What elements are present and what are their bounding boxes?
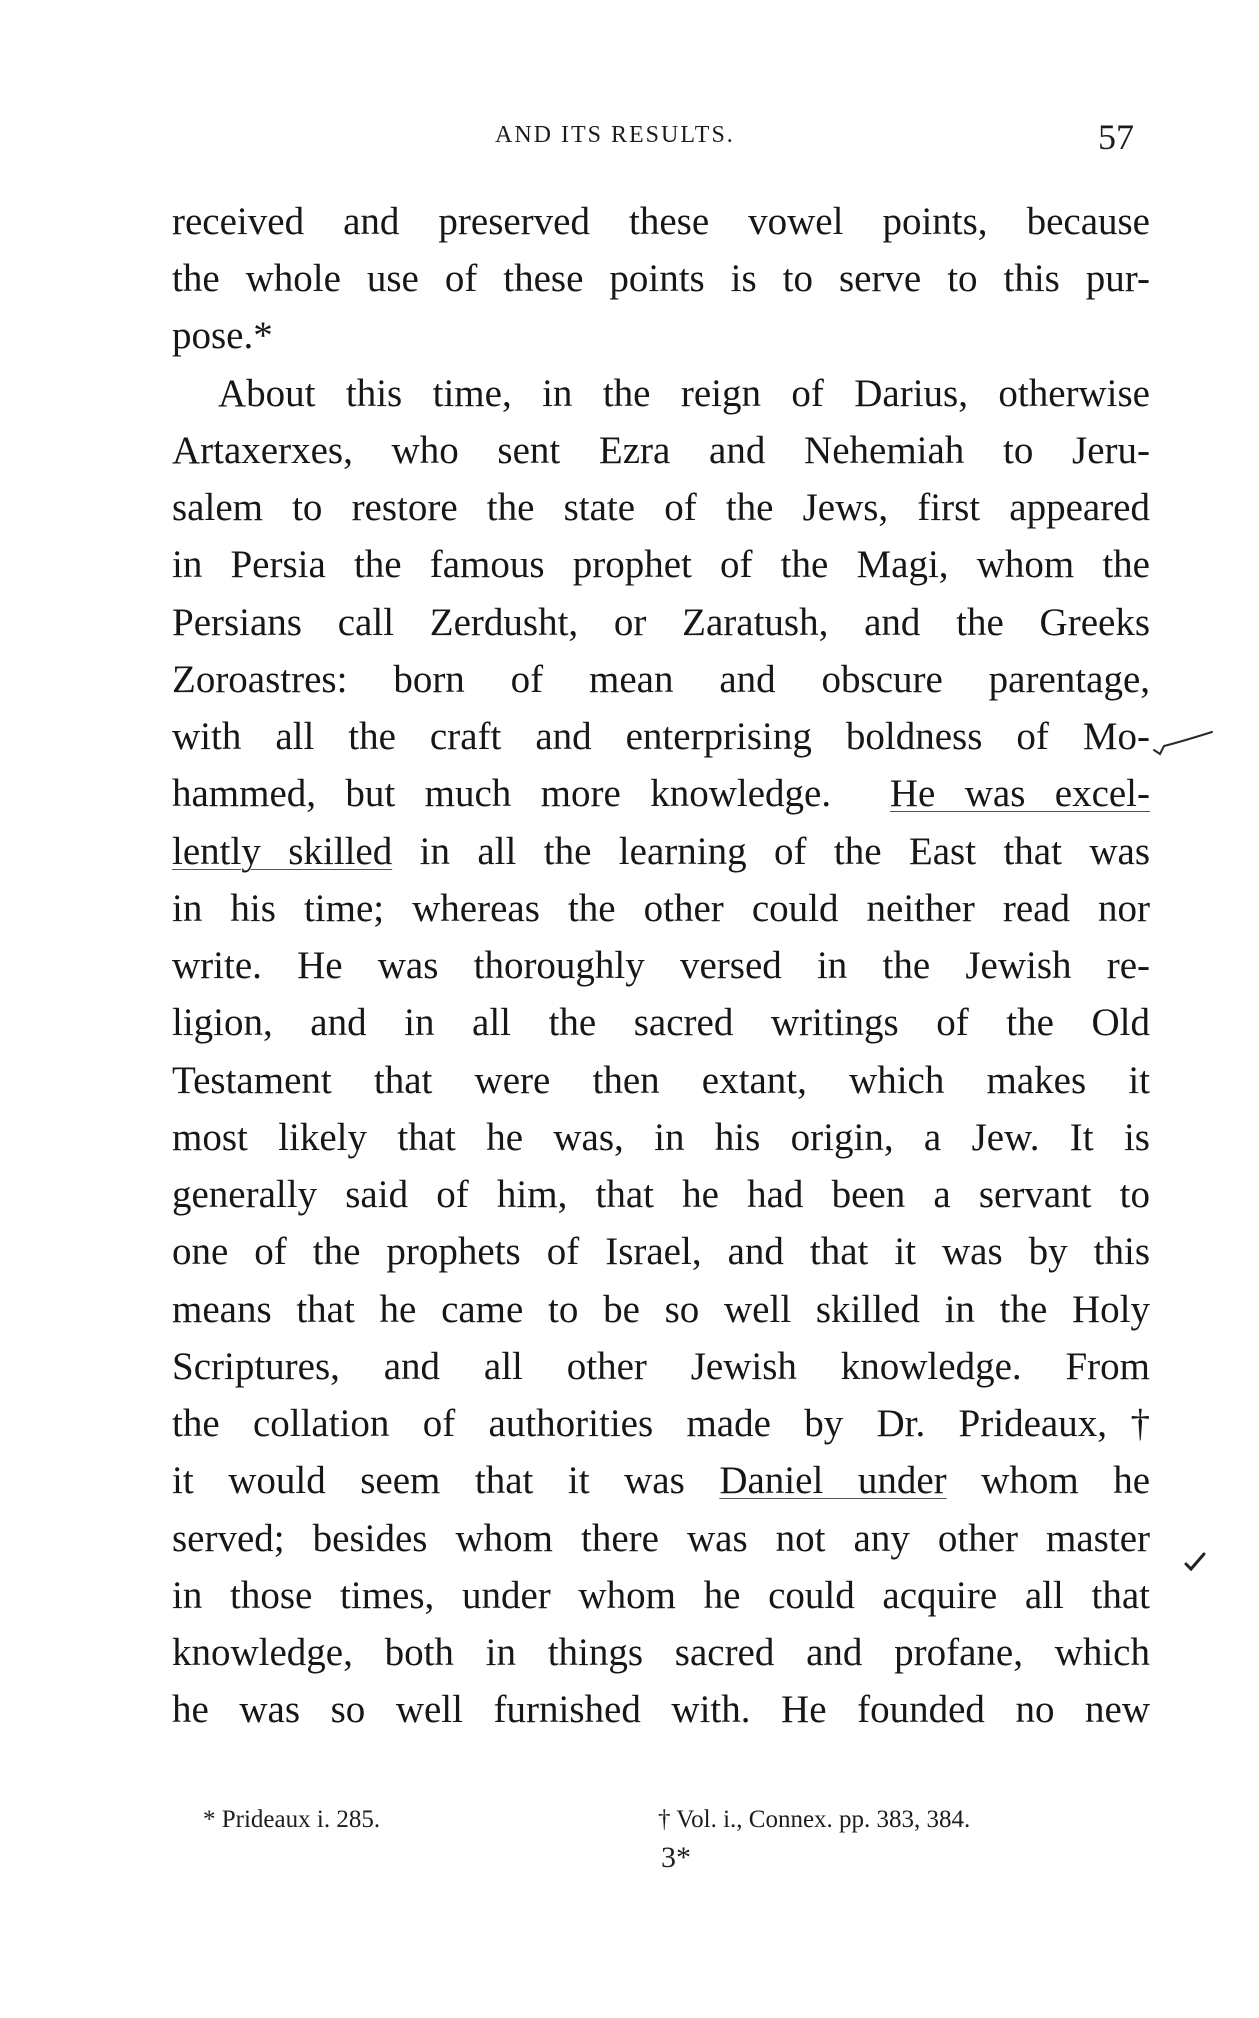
text-segment: hammed, but much more knowledge.: [172, 772, 832, 815]
text-line: pose.*: [172, 314, 273, 357]
text-line: write. He was thoroughly versed in the Jewish re-: [172, 944, 1150, 987]
text-line: Persians call Zerdusht, or Zaratush, and the Greeks: [172, 601, 1150, 644]
text-line: Artaxerxes, who sent Ezra and Nehemiah to Jeru-: [172, 429, 1150, 472]
text-segment: in all the learning of the East that was: [419, 830, 1151, 873]
text-line: [172, 827, 1150, 877]
footnote-left: * Prideaux i. 285.: [203, 1806, 381, 1833]
text-segment: it would seem that it was: [172, 1459, 685, 1502]
text-line: About this time, in the reign of Darius, otherwise: [218, 372, 1150, 415]
text-line: in Persia the famous prophet of the Magi, whom the: [172, 543, 1150, 586]
text-line: Scriptures, and all other Jewish knowledge. From: [172, 1345, 1150, 1388]
text-line: [172, 769, 1150, 819]
text-line: Zoroastres: born of mean and obscure parentage,: [172, 658, 1150, 701]
footnote-right: † Vol. i., Connex. pp. 383, 384.: [658, 1806, 971, 1833]
text-line: with all the craft and enterprising boldness of Mo-: [172, 715, 1150, 758]
running-head: AND ITS RESULTS.: [495, 122, 735, 148]
text-line: the collation of authorities made by Dr. Prideaux,†: [172, 1402, 1150, 1445]
margin-tick-mark-icon: [1150, 728, 1220, 768]
text-line: knowledge, both in things sacred and profane, which: [172, 1631, 1150, 1674]
text-line: in his time; whereas the other could neither read nor: [172, 887, 1150, 930]
underlined-text: Daniel under: [719, 1459, 947, 1502]
text-line: in those times, under whom he could acquire all that: [172, 1574, 1150, 1617]
text-line: the whole use of these points is to serve to this pur-: [172, 257, 1150, 300]
text-line: he was so well furnished with. He founded no new: [172, 1688, 1150, 1731]
text-line: one of the prophets of Israel, and that it was by this: [172, 1230, 1150, 1273]
page-number: 57: [1098, 117, 1134, 157]
text-line: ligion, and in all the sacred writings of the Old: [172, 1001, 1150, 1044]
text-line: means that he came to be so well skilled in the Holy: [172, 1288, 1150, 1331]
text-line: [172, 1456, 1150, 1506]
signature-mark: 3*: [661, 1841, 691, 1874]
text-line: most likely that he was, in his origin, a Jew. It is: [172, 1116, 1150, 1159]
text-line: served; besides whom there was not any other master: [172, 1517, 1150, 1560]
underlined-text: lently skilled: [172, 830, 393, 873]
underlined-text: He was excel-: [889, 772, 1151, 815]
text-segment: whom he: [981, 1459, 1151, 1502]
margin-tick-mark-icon: [1182, 1548, 1208, 1574]
text-line: Testament that were then extant, which makes it: [172, 1059, 1150, 1102]
text-line: generally said of him, that he had been a servant to: [172, 1173, 1150, 1216]
text-line: salem to restore the state of the Jews, first appeared: [172, 486, 1150, 529]
text-line: received and preserved these vowel points, because: [172, 200, 1150, 243]
